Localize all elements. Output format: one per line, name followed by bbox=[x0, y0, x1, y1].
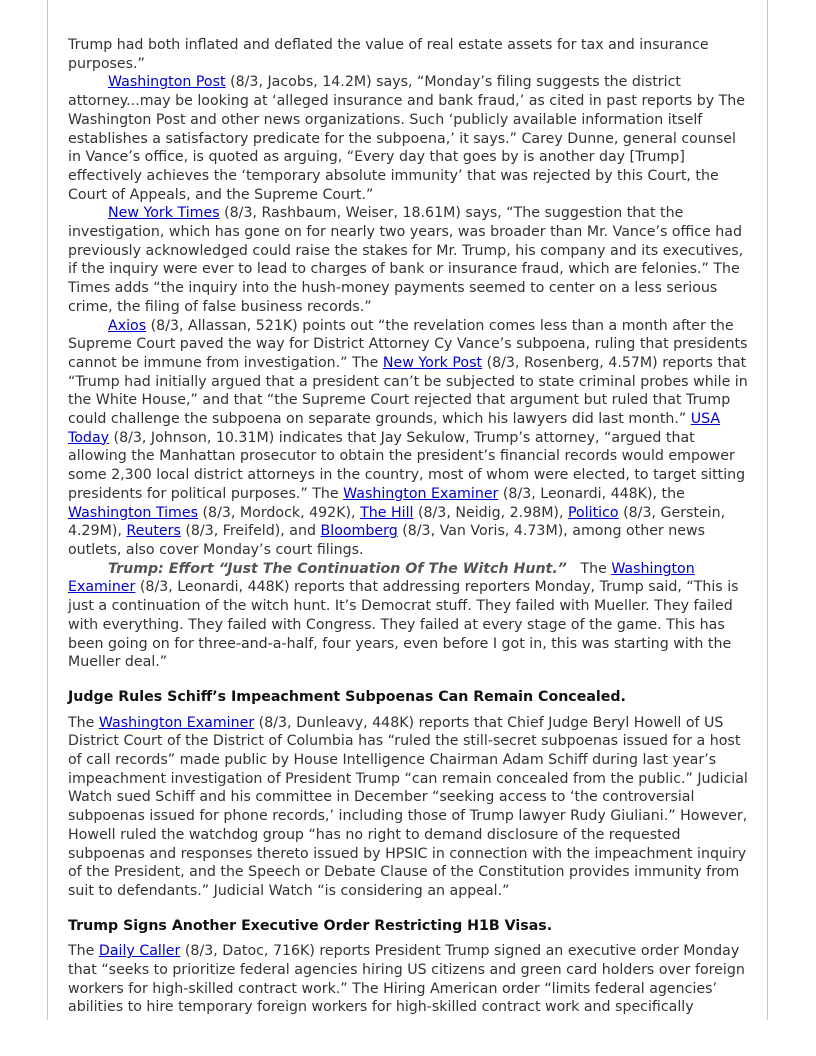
link-washington-examiner-3[interactable]: Washington Examiner bbox=[98, 714, 255, 731]
paragraph-washington-post: Washington Post (8/3, Jacobs, 14.2M) says, “Monday’s filing suggests the district attorney...may be looking at ‘alleged insurance and bank fraud,’ as cited in past reports by The Washington Post and other news organizations. Such ‘publicly available information itself establishes a satisfactory predicate for the subpoena,’ it says.” Carey Dunne, general counsel in Vance’s office, is quoted as arguing, “Every day that goes by is another day [Trump] effectively achieves the ‘temporary absolute immunity’ that was rejected by this Court, the Court of Appeals, and the Supreme Court.” bbox=[68, 74, 745, 203]
link-washington-examiner[interactable]: Washington Examiner bbox=[343, 485, 499, 502]
paragraph-witch-hunt: Trump: Effort “Just The Continuation Of The Witch Hunt.” The Washington Examiner (8/3, Leonardi, 448K) reports that addressing reporters Monday, Trump said, “This is just a continuation of the witch hunt. It’s Democrat stuff. They failed with Mueller. They failed with everything. They failed with Congress. They failed at every stage of the game. This has been going on for three-and-a-half, four years, even before I got in, this was starting with the Mueller deal.” bbox=[68, 560, 739, 671]
link-daily-caller[interactable]: Daily Caller bbox=[98, 943, 181, 960]
paragraph-continuation: Trump had both inflated and deflated the value of real estate assets for tax and insurance purposes.” bbox=[68, 37, 709, 72]
paragraph-new-york-times: New York Times (8/3, Rashbaum, Weiser, 18.61M) says, “The suggestion that the investigation, which has gone on for nearly two years, was broader than Mr. Vance’s office had previously acknowledged could raise the stakes for Mr. Trump, his company and its executives, if the inquiry were ever to lead to charges of bank or insurance fraud, which are felonies.” The Times adds “the inquiry into the hush-money payments seemed to center on a less serious crime, the filing of false business records.” bbox=[68, 205, 744, 315]
link-politico[interactable]: Politico bbox=[568, 504, 619, 521]
link-new-york-times[interactable]: New York Times bbox=[108, 205, 220, 222]
link-washington-post[interactable]: Washington Post bbox=[108, 74, 226, 91]
link-usa-today[interactable]: USA Today bbox=[68, 411, 721, 446]
link-new-york-post[interactable]: New York Post bbox=[382, 354, 483, 371]
link-bloomberg[interactable]: Bloomberg bbox=[320, 523, 398, 540]
paragraph-h1b: The Daily Caller (8/3, Datoc, 716K) reports President Trump signed an executive order Monday that “seeks to prioritize federal agencies hiring US citizens and green card holders over foreign workers for high-skilled contract work.” The Hiring American order “limits federal agencies’ abilities to hire temporary foreign workers for high-skilled contract work and specifically bbox=[68, 943, 745, 1016]
link-axios[interactable]: Axios bbox=[108, 317, 147, 334]
link-the-hill[interactable]: The Hill bbox=[360, 504, 414, 521]
paragraph-schiff: The Washington Examiner (8/3, Dunleavy, 448K) reports that Chief Judge Beryl Howell of US District Court of the District of Columbia has “ruled the still-secret subpoenas issued for a host of call records” made public by House Intelligence Chairman Adam Schiff during last year’s impeachment investigation of President Trump “can remain concealed from the public.” Judicial Watch sued Schiff and his committee in December “seeking access to ‘the controversial subpoenas issued for phone records,’ including those of Trump lawyer Rudy Giuliani.” However, Howell ruled the watchdog group “has no right to demand disclosure of the requested subpoenas and responses thereto issued by HPSIC in connection with the impeachment inquiry of the President, and the Speech or Debate Clause of the Constitution provides immunity from suit to defendants.” Judicial Watch “is considering an appeal.” bbox=[68, 714, 748, 899]
paragraph-axios: Axios (8/3, Allassan, 521K) points out “the revelation comes less than a month after the Supreme Court paved the way for District Attorney Cy Vance’s subpoena, ruling that presidents cannot be immune from investigation.” The New York Post (8/3, Rosenberg, 4.57M) reports that “Trump had initially argued that a president can’t be subjected to state criminal probes while in the White House,” and that “the Supreme Court rejected that argument but ruled that Trump could challenge the subpoena on separate grounds, which his lawyers did last month.” USA Today (8/3, Johnson, 10.31M) indicates that Jay Sekulow, Trump’s attorney, “argued that allowing the Manhattan prosecutor to obtain the president’s financial records would empower some 2,300 local district attorneys in the country, most of whom were elected, to target sitting presidents for political purposes.” The Washington Examiner (8/3, Leonardi, 448K), the Washington Times (8/3, Mordock, 492K), The Hill (8/3, Neidig, 2.98M), Politico (8/3, Gerstein, 4.29M), Reuters (8/3, Freifeld), and Bloomberg (8/3, Van Voris, 4.73M), among other news outlets, also cover Monday’s court filings. bbox=[68, 317, 748, 558]
link-reuters[interactable]: Reuters bbox=[126, 523, 181, 540]
document-body bbox=[68, 36, 750, 1017]
headline-schiff-subpoenas: Judge Rules Schiff’s Impeachment Subpoenas Can Remain Concealed. bbox=[68, 688, 626, 705]
link-washington-examiner-2[interactable]: Washington Examiner bbox=[68, 560, 695, 596]
lead-in-heading: Trump: Effort “Just The Continuation Of The Witch Hunt.” bbox=[108, 560, 567, 577]
headline-h1b-visas: Trump Signs Another Executive Order Restricting H1B Visas. bbox=[68, 917, 553, 934]
link-washington-times[interactable]: Washington Times bbox=[68, 504, 198, 521]
